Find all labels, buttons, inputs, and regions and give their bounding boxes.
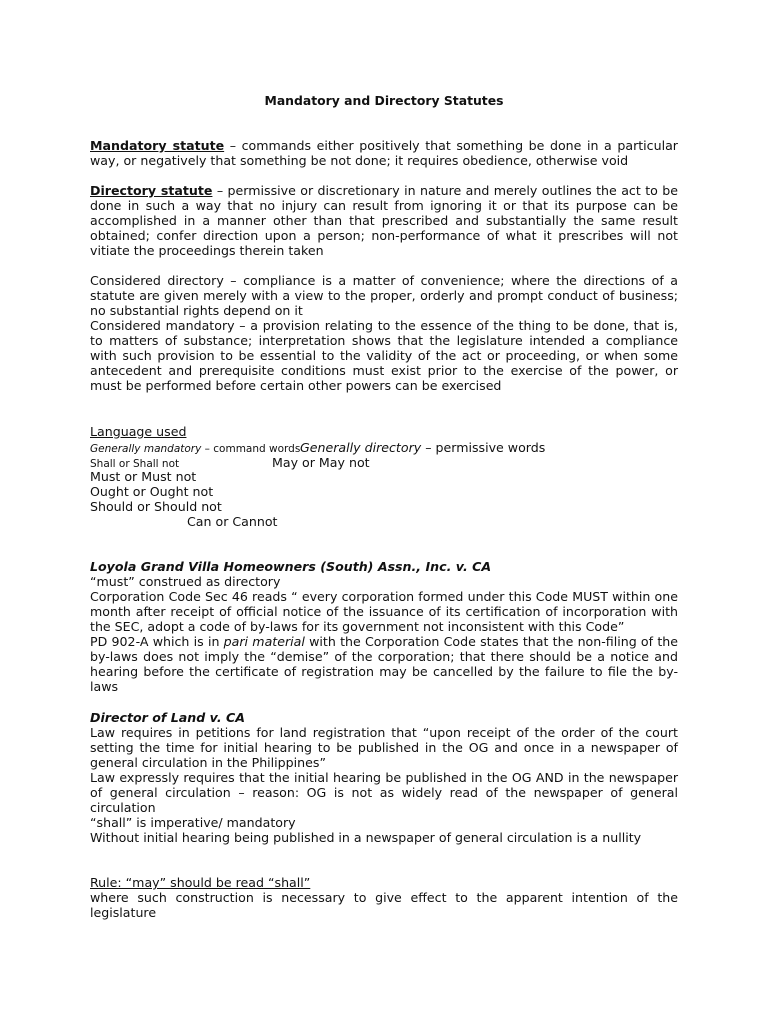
director-line-4: Without initial hearing being published in a newspaper of general circulation is a nullity bbox=[90, 830, 642, 845]
word-ought: Ought or Ought not bbox=[90, 484, 214, 499]
director-case-title: Director of Land v. CA bbox=[90, 710, 245, 725]
loyola-paragraph-2: PD 902-A which is in pari material with the Corporation Code states that the non-filing of the by-laws does not imply the “demise” of the corporation; that there should be a notice and hearing before the certificate of registration may be cancelled by the failure to file the by-laws bbox=[90, 634, 678, 694]
generally-directory: Generally directory – permissive words bbox=[300, 440, 546, 455]
word-should: Should or Should not bbox=[90, 499, 222, 514]
rule-heading: Rule: “may” should be read “shall” bbox=[90, 875, 311, 890]
director-paragraph-1: Law requires in petitions for land registration that “upon receipt of the order of the court setting the time for initial hearing to be published in the OG and once in a newspaper of general circulation in the Philippines” bbox=[90, 725, 678, 770]
word-may: May or May not bbox=[272, 455, 370, 470]
mandatory-definition bbox=[90, 138, 678, 168]
directory-term: Directory statute bbox=[90, 183, 213, 198]
considered-mandatory: Considered mandatory – a provision relating to the essence of the thing to be done, that is, to matters of substance; interpretation shows that the legislature intended a compliance with such provision to be essential to the validity of the act or proceeding, or when some antecedent and prerequisite conditions must exist prior to the exercise of the power, or must be performed before certain other powers can be exercised bbox=[90, 318, 678, 393]
mandatory-term: Mandatory statute bbox=[90, 138, 225, 153]
language-heading: Language used bbox=[90, 424, 187, 439]
loyola-line-1: “must” construed as directory bbox=[90, 574, 281, 589]
directory-text: – permissive or discretionary in nature and merely outlines the act to be done in such a way that no injury can result from ignoring it or that its purpose can be accomplished in a manner other than that prescribed and substantially the same result obtained; confer direction upon a person; non-performance of what it prescribes will not vitiate the proceedings therein taken bbox=[90, 183, 678, 258]
rule-text: where such construction is necessary to give effect to the apparent intention of the legislature bbox=[90, 890, 678, 920]
considered-directory: Considered directory – compliance is a matter of convenience; where the directions of a statute are given merely with a view to the proper, orderly and prompt conduct of business; no substantial rights depend on it bbox=[90, 273, 678, 318]
word-shall: Shall or Shall not bbox=[90, 458, 180, 470]
director-line-3: “shall” is imperative/ mandatory bbox=[90, 815, 296, 830]
page-title: Mandatory and Directory Statutes bbox=[264, 93, 504, 108]
word-can: Can or Cannot bbox=[187, 514, 278, 529]
generally-mandatory: Generally mandatory – command words bbox=[90, 443, 301, 455]
loyola-paragraph-1: Corporation Code Sec 46 reads “ every corporation formed under this Code MUST within one month after receipt of official notice of the issuance of its certification of incorporation with the SEC, adopt a code of by-laws for its government not inconsistent with this Code” bbox=[90, 589, 678, 634]
word-must: Must or Must not bbox=[90, 469, 197, 484]
directory-definition bbox=[90, 183, 678, 258]
loyola-case-title: Loyola Grand Villa Homeowners (South) Assn., Inc. v. CA bbox=[90, 559, 492, 574]
director-paragraph-2: Law expressly requires that the initial hearing be published in the OG AND in the newspaper of general circulation – reason: OG is not as widely read of the newspaper of general circulation bbox=[90, 770, 678, 815]
mandatory-text: – commands either positively that something be done in a particular way, or negatively that something be not done; it requires obedience, otherwise void bbox=[90, 138, 678, 168]
